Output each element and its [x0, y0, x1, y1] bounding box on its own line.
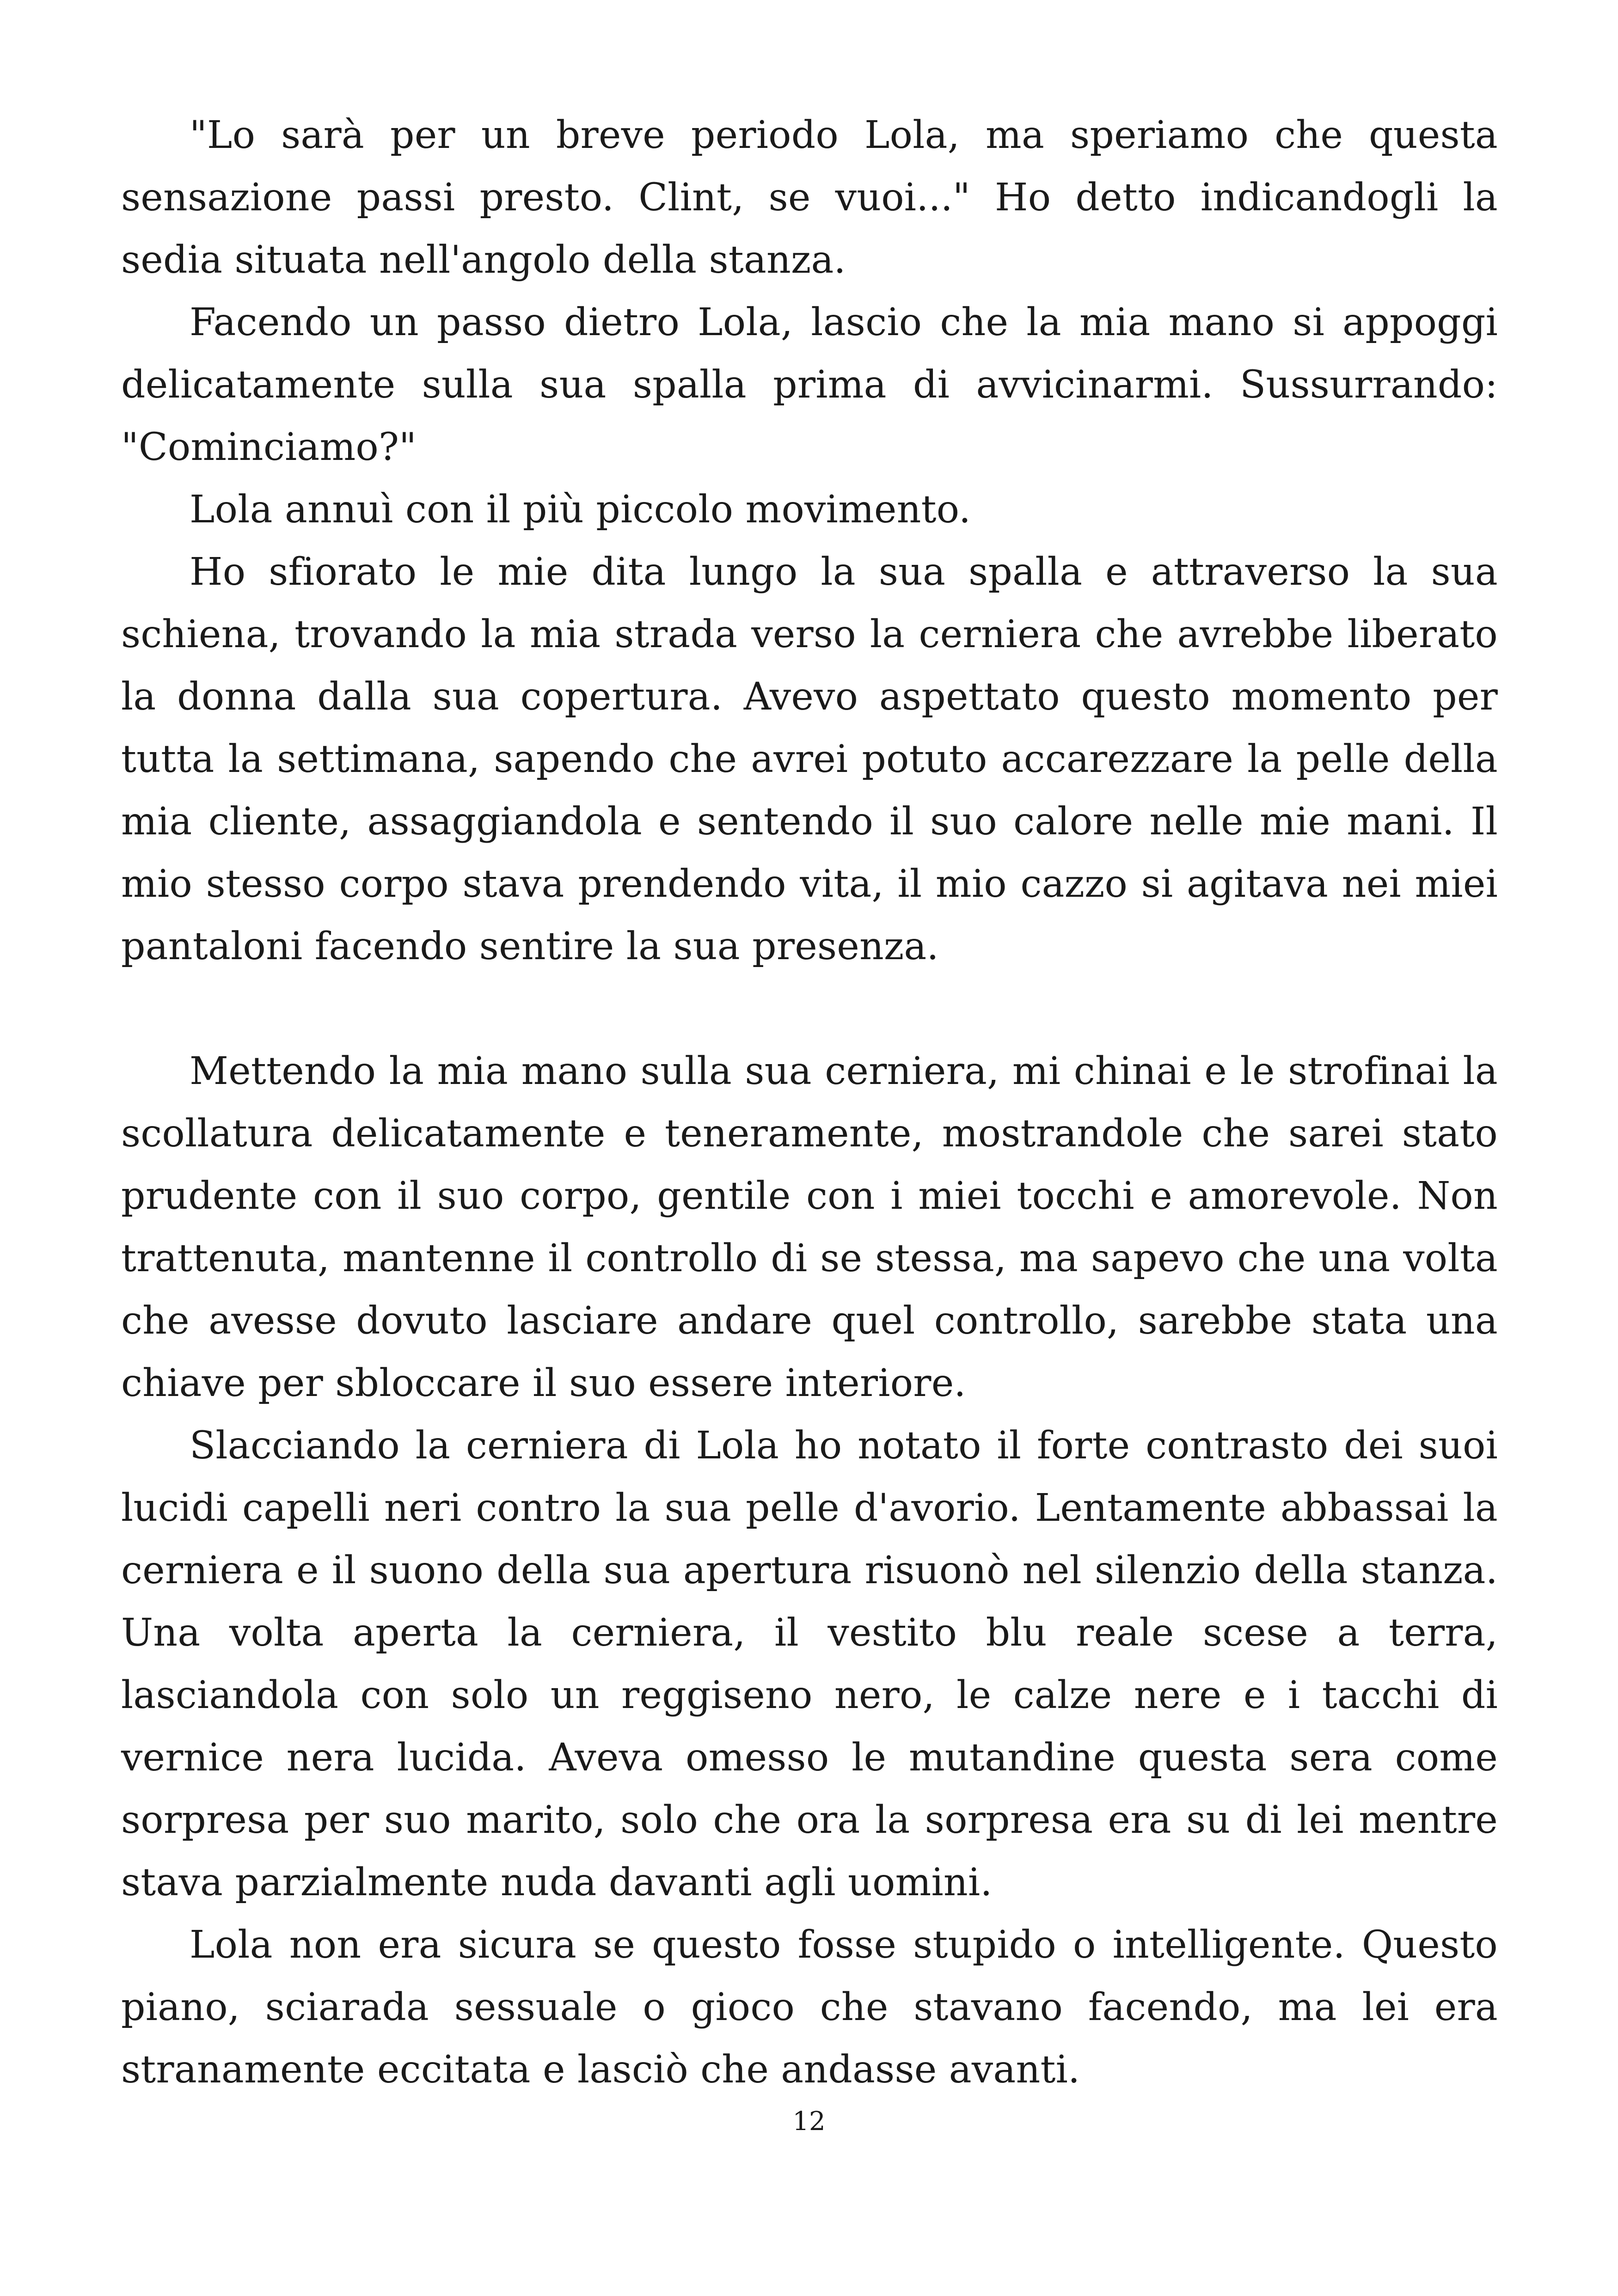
paragraph: Mettendo la mia mano sulla sua cerniera, mi chinai e le strofinai la scollatura delicatamente e teneramente, mostrandole che sarei stato prudente con il suo corpo, gentile con i miei tocchi e amorevole. Non trattenuta, mantenne il controllo di se stessa, ma sapevo che una volta che avesse dovuto lasciare andare quel controllo, sarebbe stata una chiave per sbloccare il suo essere interiore. — [121, 1049, 1498, 1405]
paragraph: Lola non era sicura se questo fosse stupido o intelligente. Questo piano, sciarada sessuale o gioco che stavano facendo, ma lei era stranamente eccitata e lasciò che andasse avanti. — [121, 1923, 1498, 2092]
page-number: 12 — [792, 2106, 826, 2137]
paragraph: Ho sfiorato le mie dita lungo la sua spalla e attraverso la sua schiena, trovando la mia strada verso la cerniera che avrebbe liberato la donna dalla sua copertura. Avevo aspettato questo momento per tutta la settimana, sapendo che avrei potuto accarezzare la pelle della mia cliente, assaggiandola e sentendo il suo calore nelle mie mani. Il mio stesso corpo stava prendendo vita, il mio cazzo si agitava nei miei pantaloni facendo sentire la sua presenza. — [121, 550, 1498, 968]
paragraph: Facendo un passo dietro Lola, lascio che la mia mano si appoggi delicatamente sulla sua spalla prima di avvicinarmi. Sussurrando: "Cominciamo?" — [121, 300, 1498, 469]
body-text — [121, 104, 1498, 2101]
paragraph: Slacciando la cerniera di Lola ho notato il forte contrasto dei suoi lucidi capelli neri contro la sua pelle d'avorio. Lentamente abbassai la cerniera e il suono della sua apertura risuonò nel silenzio della stanza. Una volta aperta la cerniera, il vestito blu reale scese a terra, lasciandola con solo un reggiseno nero, le calze nere e i tacchi di vernice nera lucida. Aveva omesso le mutandine questa sera come sorpresa per suo marito, solo che ora la sorpresa era su di lei mentre stava parzialmente nuda davanti agli uomini. — [121, 1424, 1498, 1904]
paragraph: "Lo sarà per un breve periodo Lola, ma speriamo che questa sensazione passi presto. Clint, se vuoi..." Ho detto indicandogli la sedia situata nell'angolo della stanza. — [121, 113, 1498, 282]
paragraph: Lola annuì con il più piccolo movimento. — [190, 488, 971, 532]
